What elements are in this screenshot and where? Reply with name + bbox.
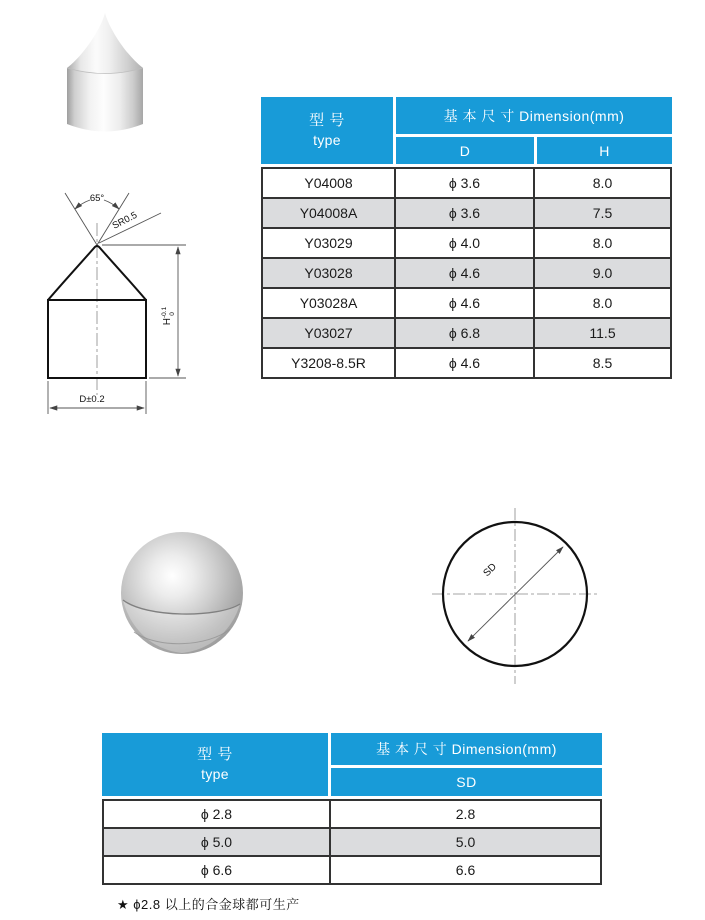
table-row bbox=[263, 257, 670, 287]
header-d-cell: D bbox=[396, 137, 534, 164]
cell-d: ϕ 4.6 bbox=[394, 259, 533, 287]
table-row bbox=[263, 197, 670, 227]
table-row bbox=[263, 227, 670, 257]
header-type-en: type bbox=[201, 766, 229, 783]
sd-label: SD bbox=[481, 561, 500, 580]
cell-type: Y03027 bbox=[304, 325, 353, 341]
table-body bbox=[261, 167, 672, 379]
ball-technical-drawing bbox=[428, 502, 606, 688]
cell-sd: 5.0 bbox=[329, 829, 600, 855]
cell-d: ϕ 3.6 bbox=[394, 199, 533, 227]
diameter-label: D±0.2 bbox=[79, 394, 105, 405]
header-dimension-cell: 基 本 尺 寸 Dimension(mm) bbox=[331, 733, 602, 765]
cell-h: 8.0 bbox=[533, 289, 670, 317]
ball-photo bbox=[118, 528, 246, 658]
cell-sd: 6.6 bbox=[329, 857, 600, 883]
cell-type: Y04008A bbox=[299, 205, 358, 221]
tip-radius-label: SR0.5 bbox=[110, 209, 140, 232]
header-dimension-cell: 基 本 尺 寸 Dimension(mm) bbox=[396, 97, 672, 134]
angle-arc-right bbox=[104, 200, 119, 209]
cone-technical-drawing bbox=[30, 183, 205, 420]
cell-d: ϕ 6.8 bbox=[394, 319, 533, 347]
height-label-sup: -0.1 bbox=[161, 306, 168, 318]
table-row bbox=[104, 827, 600, 855]
header-h-cell: H bbox=[537, 137, 672, 164]
header-type-cell bbox=[102, 733, 328, 796]
table-header bbox=[102, 733, 602, 796]
cell-type: ϕ 2.8 bbox=[200, 806, 233, 822]
height-label-base: H bbox=[162, 317, 173, 326]
cell-type: Y3208-8.5R bbox=[291, 355, 366, 371]
header-type-cell bbox=[261, 97, 393, 164]
table-row bbox=[263, 169, 670, 197]
table-row bbox=[104, 855, 600, 883]
cell-d: ϕ 3.6 bbox=[394, 169, 533, 197]
cell-h: 7.5 bbox=[533, 199, 670, 227]
cell-type: Y03028A bbox=[299, 295, 358, 311]
cell-d: ϕ 4.6 bbox=[394, 289, 533, 317]
cone-dimension-table bbox=[261, 97, 672, 379]
cell-h: 11.5 bbox=[533, 319, 670, 347]
header-sd-cell: SD bbox=[331, 768, 602, 796]
table-row bbox=[104, 801, 600, 827]
angle-label: 65° bbox=[89, 193, 105, 204]
header-type-cn: 型 号 bbox=[309, 111, 345, 129]
cone-tip-shape bbox=[67, 13, 143, 74]
cell-type: Y04008 bbox=[304, 175, 353, 191]
cell-h: 9.0 bbox=[533, 259, 670, 287]
cell-h: 8.0 bbox=[533, 169, 670, 197]
ball-dimension-table bbox=[102, 733, 602, 885]
footnote: ★ ϕ2.8 以上的合金球都可生产 bbox=[117, 897, 300, 912]
cell-h: 8.5 bbox=[533, 349, 670, 377]
table-row bbox=[263, 287, 670, 317]
angle-arc-left bbox=[75, 200, 90, 209]
cone-button-photo bbox=[57, 8, 153, 142]
height-label-sub: 0 bbox=[169, 312, 176, 316]
cell-type: Y03029 bbox=[304, 235, 353, 251]
cell-h: 8.0 bbox=[533, 229, 670, 257]
cell-d: ϕ 4.0 bbox=[394, 229, 533, 257]
cell-type: ϕ 5.0 bbox=[200, 834, 233, 850]
header-type-cn: 型 号 bbox=[197, 745, 233, 763]
table-body bbox=[102, 799, 602, 885]
table-header bbox=[261, 97, 672, 164]
height-label bbox=[161, 306, 176, 325]
table-row bbox=[263, 347, 670, 377]
cell-type: ϕ 6.6 bbox=[200, 862, 233, 878]
cell-sd: 2.8 bbox=[329, 801, 600, 827]
header-type-en: type bbox=[313, 132, 341, 149]
table-row bbox=[263, 317, 670, 347]
cell-d: ϕ 4.6 bbox=[394, 349, 533, 377]
cylinder-body-shape bbox=[67, 68, 143, 132]
cell-type: Y03028 bbox=[304, 265, 353, 281]
